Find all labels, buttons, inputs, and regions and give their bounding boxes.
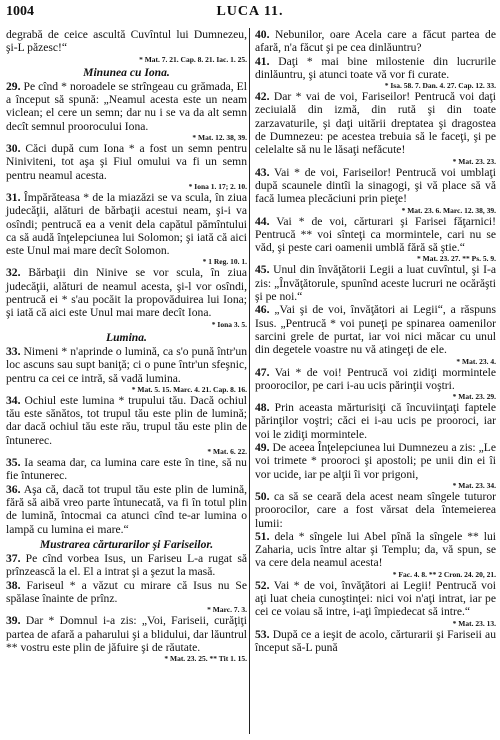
verse-number: 41. — [255, 54, 270, 68]
verse-text: Aşa că, dacă tot trupul tău este plin de lumină, fără să aibă vreo parte întunecată, va fi în totul plin de lumină, întocmai ca atunci cînd te-ar lumina o lampă cu lumina ei mare.“ — [6, 482, 247, 536]
verse-number: 47. — [255, 365, 270, 379]
section-heading: Lumina. — [106, 330, 147, 344]
verse-number: 29. — [6, 79, 21, 93]
verse-text: Vai * de voi, cărturari şi Farisei făţarnici! Pentrucă ** voi sînteţi ca mormintele, cari nu se văd, şi peste cari oamenii umblă fără să ştie.“ — [255, 214, 496, 255]
cross-reference: * Iona 1. 17; 2. 10. — [188, 181, 247, 191]
verse-number: 43. — [255, 165, 270, 179]
verse — [255, 401, 496, 441]
verse — [255, 366, 496, 393]
verse-text: Fariseul * a văzut cu mirare că Isus nu Se spălase înainte de prînz. — [6, 578, 248, 605]
verse-continuation: degrabă de ceice ascultă Cuvîntul lui Dumnezeu, şi-L păzesc!“ — [6, 28, 247, 55]
verse-number: 38. — [6, 578, 21, 592]
verse — [255, 215, 496, 255]
cross-reference: * Mat. 23. 29. — [452, 392, 496, 402]
verse-number: 32. — [6, 266, 21, 280]
cross-reference: * Mat. 23. 4. — [456, 356, 496, 366]
verse-number: 33. — [6, 344, 21, 358]
cross-reference: * Mat. 23. 34. — [452, 480, 496, 490]
column-divider — [249, 28, 250, 734]
section-heading: Minunea cu Iona. — [83, 65, 170, 79]
cross-reference: * Mat. 7. 21. Cap. 8. 21. Iac. 1. 25. — [139, 54, 247, 64]
verse-text: Prin aceasta mărturisiţi că încuviinţaţi faptele părinţilor voştri; căci ei i-au ucis pe prooroci, iar voi le zidiţi mormintele. — [255, 401, 497, 441]
verse-number: 37. — [6, 552, 21, 566]
cross-reference: * Isa. 58. 7. Dan. 4. 27. Cap. 12. 33. — [384, 81, 496, 91]
verse-text: Ochiul este lumina * trupului tău. Dacă ochiul tău este sănătos, tot trupul tău este plin de lumină; dar dacă ochiul tău este rău, trupul tău este plin de întunerec. — [6, 393, 247, 447]
verse-number: 30. — [6, 142, 21, 156]
cross-reference: * Mat. 12. 38, 39. — [192, 133, 247, 143]
page-number: 1004 — [6, 4, 34, 19]
verse-text: Dar * Domnul i-a zis: „Voi, Fariseii, curăţiţi partea de afară a paharului şi a blidului, dar lăuntrul ** vostru este plin de jăfuire şi de răutate. — [6, 614, 247, 654]
verse — [255, 303, 496, 356]
verse — [6, 80, 247, 133]
verse-text: Pe cînd * noroadele se strîngeau cu grămada, El a început să spună: „Neamul acesta este un neam viclean; el cere un semn; dar nu i se va da alt semn decît semnul proorocului Iona. — [6, 79, 247, 133]
verse — [6, 483, 247, 536]
verse — [255, 263, 496, 303]
verse — [6, 266, 247, 319]
verse — [6, 614, 247, 654]
verse-text: Vai * de voi, învăţători ai Legii! Pentrucă voi aţi luat cheia cunoştinţei: nici voi n'aţi intrat, iar pe cei ce voiau să intre, i-aţi împiedecat să intre.“ — [255, 578, 496, 619]
cross-reference: * Mat. 23. 6. Marc. 12. 38, 39. — [401, 205, 496, 215]
cross-reference: * Iona 3. 5. — [211, 319, 247, 329]
verse-number: 49. — [255, 441, 270, 455]
verse-number: 34. — [6, 393, 21, 407]
verse-number: 50. — [255, 489, 270, 503]
verse — [255, 55, 496, 82]
verse — [6, 394, 247, 447]
verse — [255, 579, 496, 619]
verse — [255, 166, 496, 206]
verse-number: 40. — [255, 28, 270, 41]
cross-reference: * Mat. 23. 13. — [452, 618, 496, 628]
cross-reference: * Mat. 23. 27. ** Ps. 5. 9. — [417, 254, 496, 264]
verse — [255, 90, 496, 156]
verse-text: Unul din învăţătorii Legii a luat cuvîntul, şi I-a zis: „Învăţătorule, spunînd aceste lucruri ne ocărăşti şi pe noi.“ — [255, 263, 496, 304]
cross-reference: * Mat. 23. 23. — [452, 156, 496, 166]
verse-number: 52. — [255, 578, 270, 592]
running-title: LUCA 11. — [216, 4, 284, 19]
verse-text: ca să se ceară dela acest neam sîngele tuturor proorocilor, care a fost vărsat dela întemeierea lumii: — [255, 489, 496, 530]
verse — [255, 530, 496, 570]
verse-number: 36. — [6, 482, 21, 496]
cross-reference: * Mat. 6. 22. — [207, 447, 247, 457]
verse — [6, 345, 247, 385]
cross-reference: * 1 Reg. 10. 1. — [202, 257, 247, 267]
verse-text: De aceea Înţelepciunea lui Dumnezeu a zis: „Le voi trimete * prooroci şi apostoli; pe unii din ei îi vor ucide, iar pe alţii îi vor prigoni, — [255, 441, 496, 481]
verse-number: 44. — [255, 214, 270, 228]
right-column — [255, 28, 496, 654]
verse-text: Împărăteasa * de la miazăzi se va scula, în ziua judecăţii, alături de bărbaţii acestui neam, şi-i va osîndi; pentrucă ea a venit dela capătul pămîntului ca să audă înţelepciunea lui Solomon; şi iată că aici este Unul mai mare decît Solomon. — [6, 190, 247, 258]
verse-text: Vai * de voi! Pentrucă voi zidiţi mormintele proorocilor, pe cari i-au ucis părinţii voştri. — [255, 365, 496, 392]
verse-text: Bărbaţii din Ninive se vor scula, în ziua judecăţii, alături de neamul acesta, şi-l vor osîndi, pentrucă ei * s'au pocăit la propovăduirea lui Iona; şi iată că aici este Unul mai mare decît Iona. — [6, 266, 247, 320]
verse-number: 39. — [6, 614, 21, 628]
cross-reference: * Marc. 7. 3. — [207, 605, 247, 615]
verse-text: Nebunilor, oare Acela care a făcut partea de afară, n'a făcut şi pe cea dinlăuntru? — [255, 28, 496, 55]
verse-number: 35. — [6, 456, 21, 470]
verse-text: Dar * vai de voi, Fariseilor! Pentrucă voi daţi zeciuială din izmă, din rută şi din toate zarzavaturile, şi daţi uitării dreptatea şi dragostea de Dumnezeu: pe acestea trebuia să le faceţi, şi pe celelalte să nu le lăsaţi nefăcute! — [255, 90, 496, 157]
verse — [255, 490, 496, 530]
left-column — [6, 28, 247, 663]
verse — [255, 628, 496, 655]
verse — [6, 191, 247, 257]
verse-text: Nimeni * n'aprinde o lumină, ca s'o pună într'un loc ascuns sau supt baniţă; ci o pune într'un sfeşnic, pentru ca cei ce intră, să vadă lumina. — [6, 344, 247, 385]
verse — [6, 552, 247, 579]
verse — [6, 579, 247, 606]
verse-number: 48. — [255, 401, 270, 415]
verse-text: După ce a ieşit de acolo, cărturarii şi Fariseii au început să-L pună — [255, 627, 496, 654]
verse-number: 46. — [255, 303, 270, 317]
cross-reference: * Fac. 4. 8. ** 2 Cron. 24. 20, 21. — [392, 569, 496, 579]
verse-number: 31. — [6, 190, 21, 204]
verse-number: 42. — [255, 90, 270, 104]
section-heading: Mustrarea cărturarilor şi Fariseilor. — [39, 537, 214, 551]
verse-text: Pe cînd vorbea Isus, un Fariseu L-a rugat să prînzească la el. El a intrat şi a şezut la masă. — [6, 552, 247, 579]
verse-number: 51. — [255, 529, 270, 543]
verse-number: 53. — [255, 627, 270, 641]
verse-text: Ia seama dar, ca lumina care este în tine, să nu fie întunerec. — [6, 456, 247, 483]
verse-text: Vai * de voi, Fariseilor! Pentrucă voi umblaţi după scaunele dintîi la sinagogi, şi vă place să vă facă lumea plecăciuni prin pieţe! — [255, 165, 496, 206]
verse-text: dela * sîngele lui Abel pînă la sîngele ** lui Zaharia, ucis între altar şi Templu; da, vă spun, se va cere dela neamul acesta! — [255, 529, 497, 570]
verse-text: Daţi * mai bine milostenie din lucrurile dinlăuntru, şi atunci toate vă vor fi curate. — [255, 54, 496, 81]
verse-text: „Vai şi de voi, învăţători ai Legii“, a răspuns Isus. „Pentrucă * voi puneţi pe spinarea oamenilor sarcini grele de purtat, iar voi nici măcar cu unul din degetele voastre nu vă atingeţi de ele. — [255, 303, 496, 357]
verse-number: 45. — [255, 263, 270, 277]
cross-reference: * Mat. 23. 25. ** Tit 1. 15. — [164, 654, 247, 664]
page-header — [6, 4, 494, 22]
verse — [6, 142, 247, 182]
cross-reference: * Mat. 5. 15. Marc. 4. 21. Cap. 8. 16. — [131, 384, 247, 394]
verse — [255, 28, 496, 55]
verse-text: Căci după cum Iona * a fost un semn pentru Niniviteni, tot aşa şi Fiul omului va fi un semn pentru neamul acesta. — [6, 142, 247, 182]
verse — [6, 456, 247, 483]
verse — [255, 441, 496, 481]
